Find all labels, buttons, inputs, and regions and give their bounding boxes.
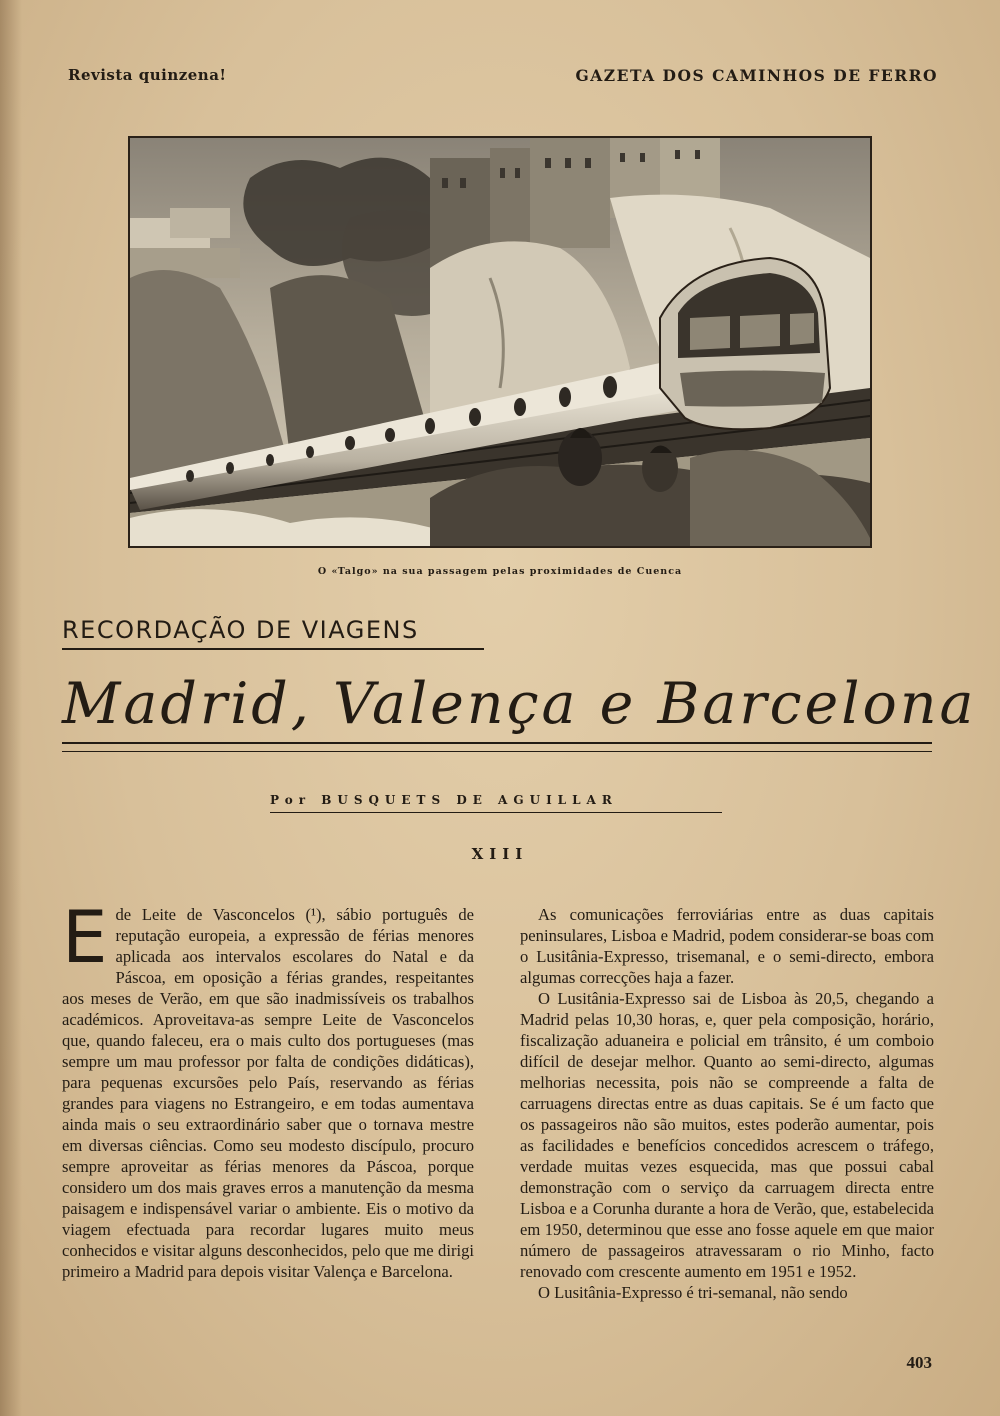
right-column-paragraph-1: As comunicações ferroviárias entre as duas capitais peninsulares, Lisboa e Madrid, podem considerar-se boas com o Lusitânia-Expresso, trisemanal, e o semi-directo, embora algumas correcções haja a fazer. [520,905,934,987]
article-title: Madrid, Valença e Barcelona [62,671,977,737]
drop-cap: E [62,895,108,979]
header-periodicity: Revista quinzena! [68,66,227,84]
page-number: 403 [906,1353,932,1372]
section-title: RECORDAÇÃO DE VIAGENS [62,616,484,650]
title-double-rule [62,742,932,752]
right-column-paragraph-2: O Lusitânia-Expresso sai de Lisboa às 20,5, chegando a Madrid pelas 10,30 horas, e, quer pela composição, horário, fiscalização aduaneira e policial em trânsito, é um comboio difícil de desejar melhor. Quanto ao semi-directo, algumas melhorias necessita, pois não se compreende a falta de carruagens directas entre as duas capitais. Se é um facto que os passageiros não são muitos, estes poderão aumentar, pois as facilidades e benefícios concedidos acrescem o tráfego, verdade muitas vezes esquecida, mas que possui cabal demonstração com o serviço da carruagem directa entre Lisboa e a Corunha durante a hora de Verão, que, estabelecida em 1950, determinou que esse ano fosse aquele em que maior número de passageiros atravessaram o rio Minho, facto renovado com crescente aumento em 1951 e 1952. [520,989,934,1281]
right-column-paragraph-3: O Lusitânia-Expresso é tri-semanal, não sendo [538,1283,848,1302]
left-column [62,895,474,1282]
page-edge-shadow [0,0,22,1416]
byline-rule [270,812,722,813]
figure-caption: O «Talgo» na sua passagem pelas proximidades de Cuenca [317,566,683,577]
article-byline: Por BUSQUETS DE AGUILLAR [270,793,618,807]
right-column [520,904,934,1303]
header-magazine-title: GAZETA DOS CAMINHOS DE FERRO [575,66,938,85]
chapter-number: XIII [471,845,529,863]
left-column-paragraph: de Leite de Vasconcelos (¹), sábio português de reputação europeia, a expressão de férias menores aplicada aos intervalos escolares do Natal e da Páscoa, em oposição a férias grandes, respeitantes aos meses de Verão, em que são inadmissíveis os trabalhos académicos. Aproveitava-as sempre Leite de Vasconcelos que, quando faleceu, era o mais culto dos portugueses (mas sempre um mau professor por falta de condições didáticas), para pequenas excursões pelo País, reservando as férias grandes para viagens no Estrangeiro, e em todas aumentava ainda mais o seu extraordinário saber que o tornava mestre em diversas ciências. Como seu modesto discípulo, procuro sempre aproveitar as férias menores da Páscoa, porque considero um dos mais graves erros a manutenção da mesma paisagem e indispensável variar o ambiente. Eis o motivo da viagem efectuada para recordar lugares muito meus conhecidos e visitar alguns desconhecidos, pelo que me dirigi primeiro a Madrid para depois visitar Valença e Barcelona. [62,905,474,1281]
talgo-train-illustration [128,136,872,548]
